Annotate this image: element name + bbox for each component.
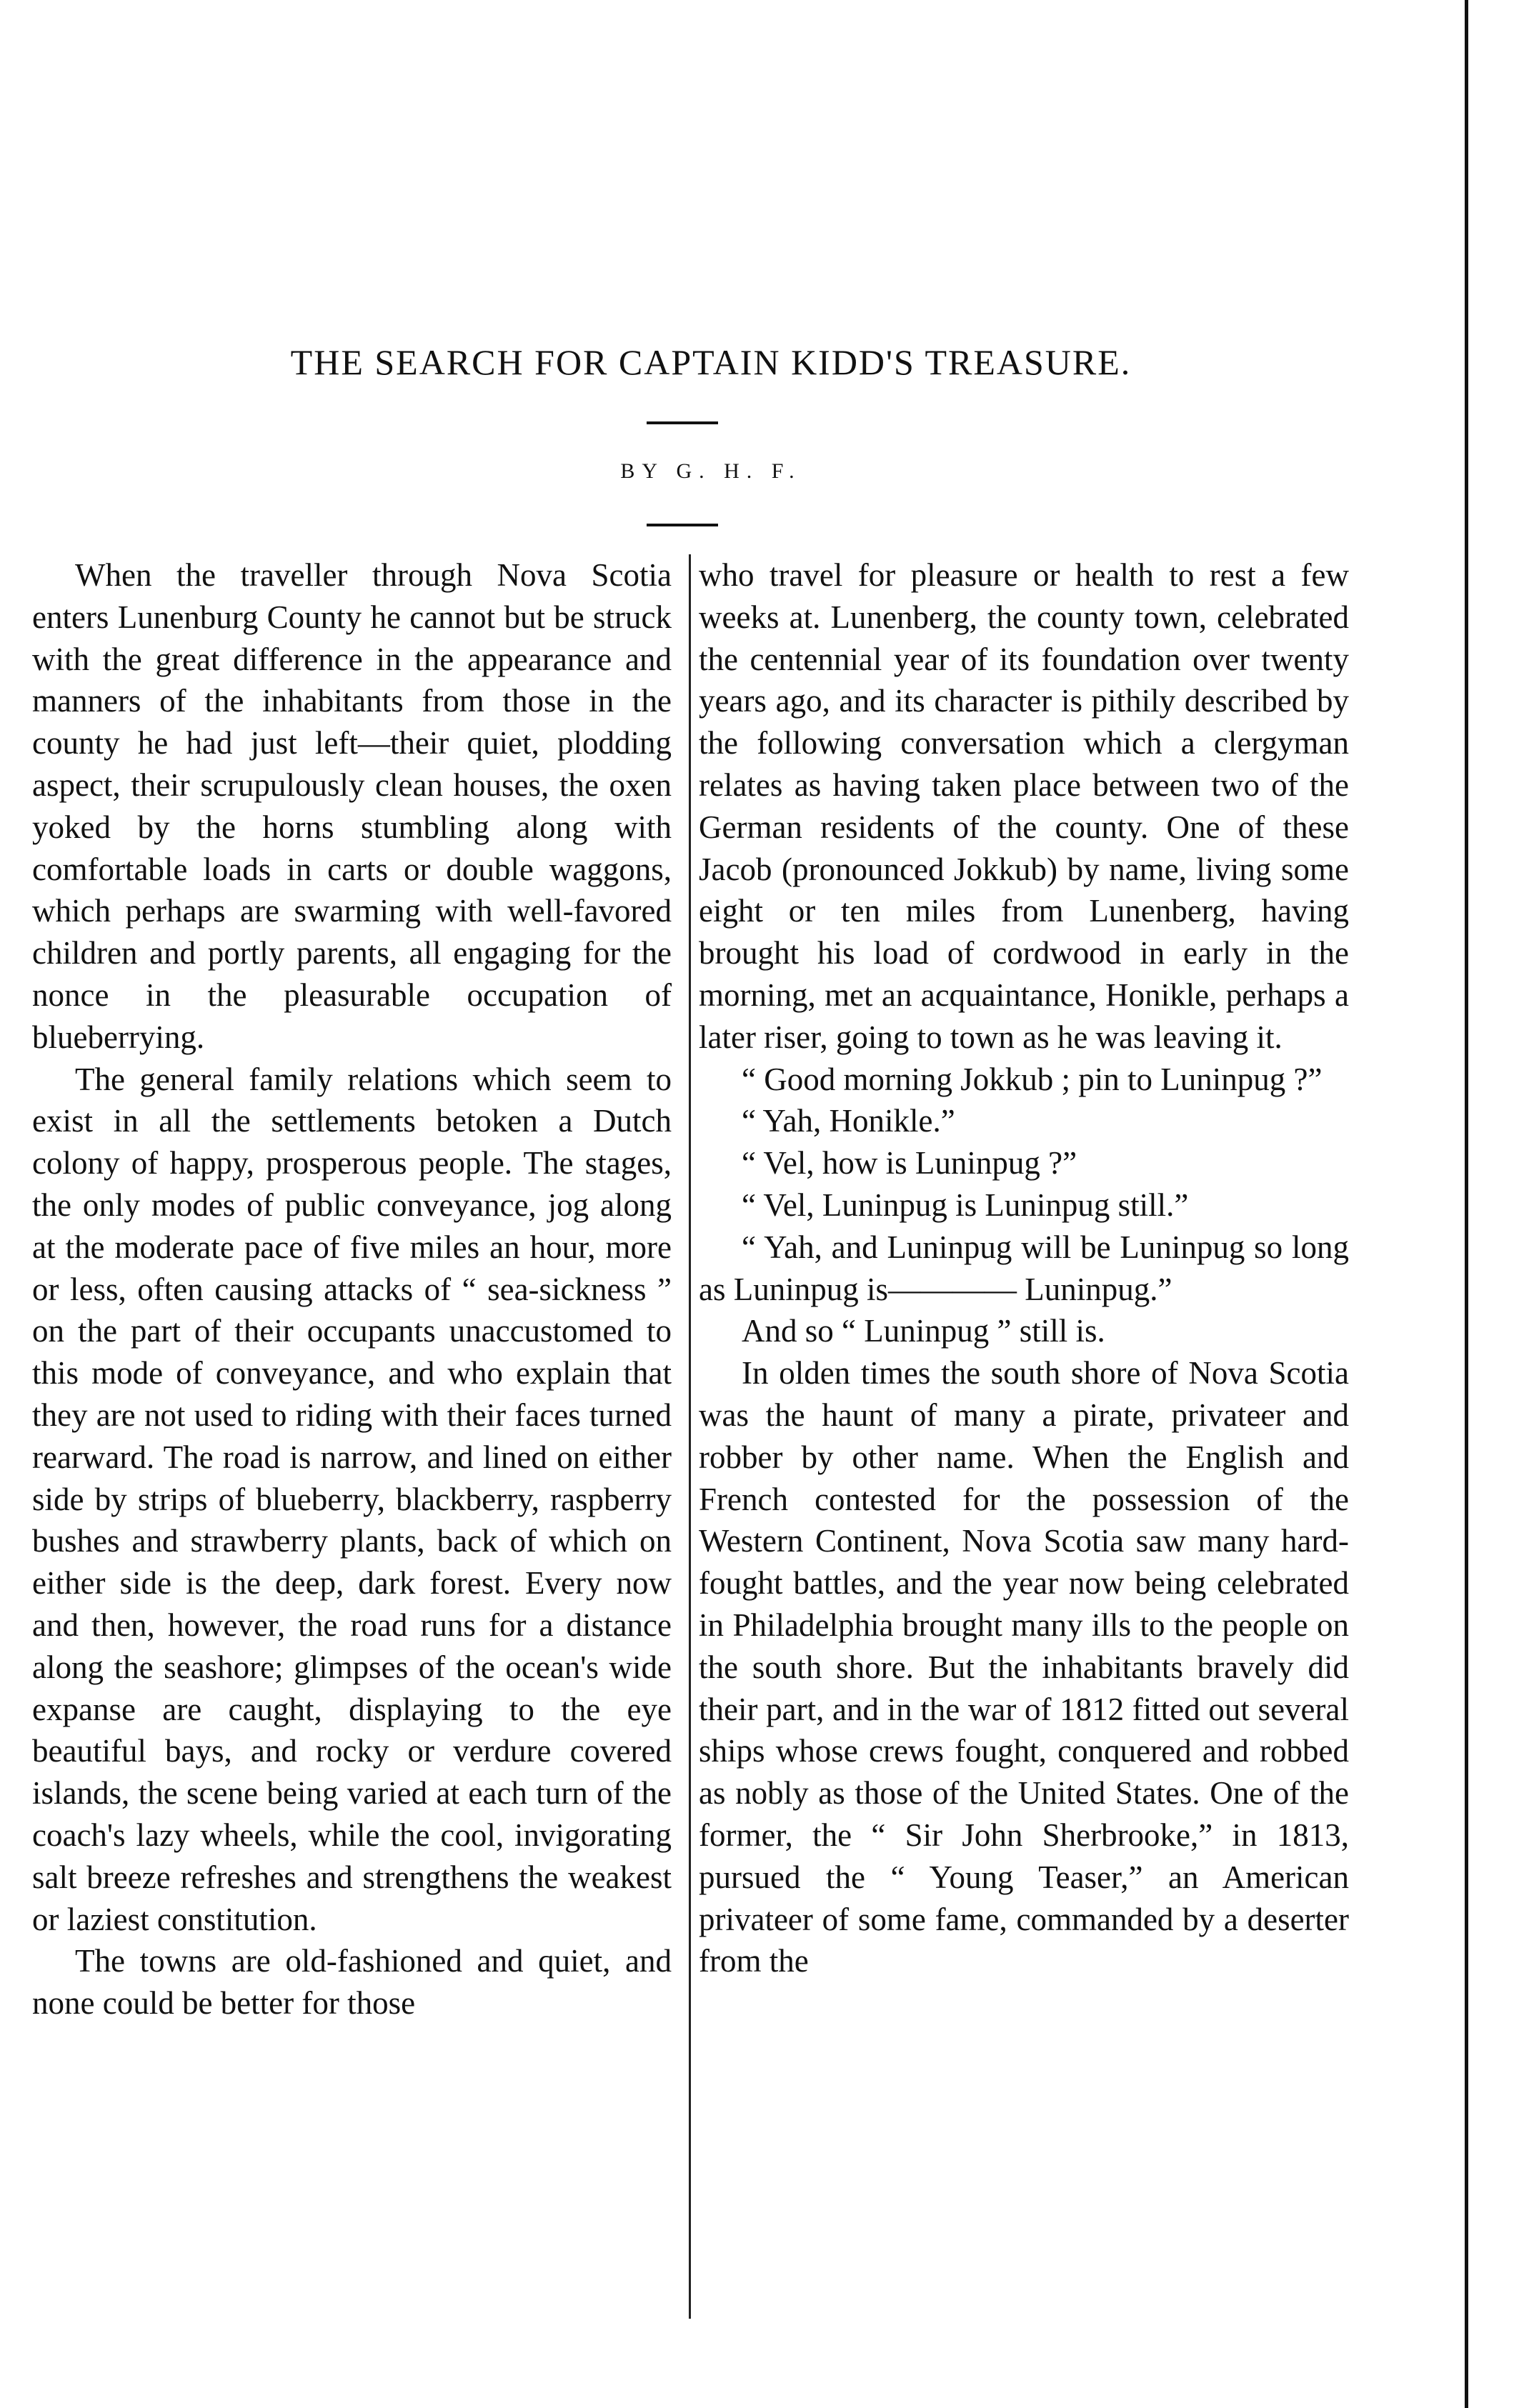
paragraph: When the traveller through Nova Scotia enters Lunenburg County he cannot but be struck with the great difference in the appearance and manners of the inhabitants from those in the county he had just left—their quiet, plodding aspect, their scrupulously clean houses, the oxen yoked by the horns stumbling along with comfortable loads in carts or double waggons, which perhaps are swarming with well-favored children and portly parents, all engaging for the nonce in the pleasurable occupation of blueberrying. <box>32 557 672 1055</box>
page-edge-rule <box>1465 0 1468 2408</box>
dialogue-line: “ Yah, Honikle.” <box>742 1103 955 1139</box>
dialogue-line: “ Vel, Luninpug is Luninpug still.” <box>742 1186 1189 1223</box>
paragraph: In olden times the south shore of Nova Scotia was the haunt of many a pirate, privateer and robber by other name. When the English and French contested for the possession of the Western Continent, Nova Scotia saw many hard-fought battles, and the year now being celebrated in Philadelphia brought many ills to the people on the south shore. But the inhabitants bravely did their part, and in the war of 1812 fitted out several ships whose crews fought, conquered and robbed as nobly as those of the United States. One of the former, the “ Sir John Sherbrooke,” in 1813, pursued the “ Young Teaser,” an American privateer of some fame, commanded by a deserter from the <box>699 1355 1349 1979</box>
byline-rule <box>647 524 718 526</box>
dialogue-line: And so “ Luninpug ” still is. <box>742 1313 1105 1349</box>
right-column <box>699 554 1349 1982</box>
paragraph: The general family relations which seem to exist in all the settlements betoken a Dutch colony of happy, prosperous people. The stages, the only modes of public conveyance, jog along at the moderate pace of five miles an hour, more or less, often causing attacks of “ sea-sickness ” on the part of their occupants unaccustomed to this mode of conveyance, and who explain that they are not used to riding with their faces turned rearward. The road is narrow, and lined on either side by strips of blueberry, blackberry, raspberry bushes and strawberry plants, back of which on either side is the deep, dark forest. Every now and then, however, the road runs for a distance along the seashore; glimpses of the ocean's wide expanse are caught, displaying to the eye beautiful bays, and rocky or verdure covered islands, the scene being varied at each turn of the coach's lazy wheels, while the cool, invigorating salt breeze refreshes and strengthens the weakest or laziest constitution. <box>32 1061 672 1937</box>
column-divider <box>689 554 691 2319</box>
article-byline: BY G. H. F. <box>620 459 802 483</box>
left-column <box>32 554 672 2024</box>
paragraph: who travel for pleasure or health to rest a few weeks at. Lunenberg, the county town, celebrated the centennial year of its foundation over twenty years ago, and its character is pithily described by the following conversation which a clergyman relates as having taken place between two of the German residents of the county. One of these Jacob (pronounced Jokkub) by name, living some eight or ten miles from Lunenberg, having brought his load of cordwood in early in the morning, met an acquaintance, Honikle, perhaps a later riser, going to town as he was leaving it. <box>699 557 1349 1055</box>
dialogue-line: “ Good morning Jokkub ; pin to Luninpug ?” <box>742 1061 1323 1097</box>
dialogue-line: “ Vel, how is Luninpug ?” <box>742 1145 1077 1181</box>
article-title: THE SEARCH FOR CAPTAIN KIDD'S TREASURE. <box>290 342 1132 382</box>
paragraph: The towns are old-fashioned and quiet, and none could be better for those <box>32 1943 672 2022</box>
title-rule <box>647 421 718 424</box>
dialogue-line: “ Yah, and Luninpug will be Luninpug so long as Luninpug is———— Luninpug.” <box>699 1229 1349 1307</box>
